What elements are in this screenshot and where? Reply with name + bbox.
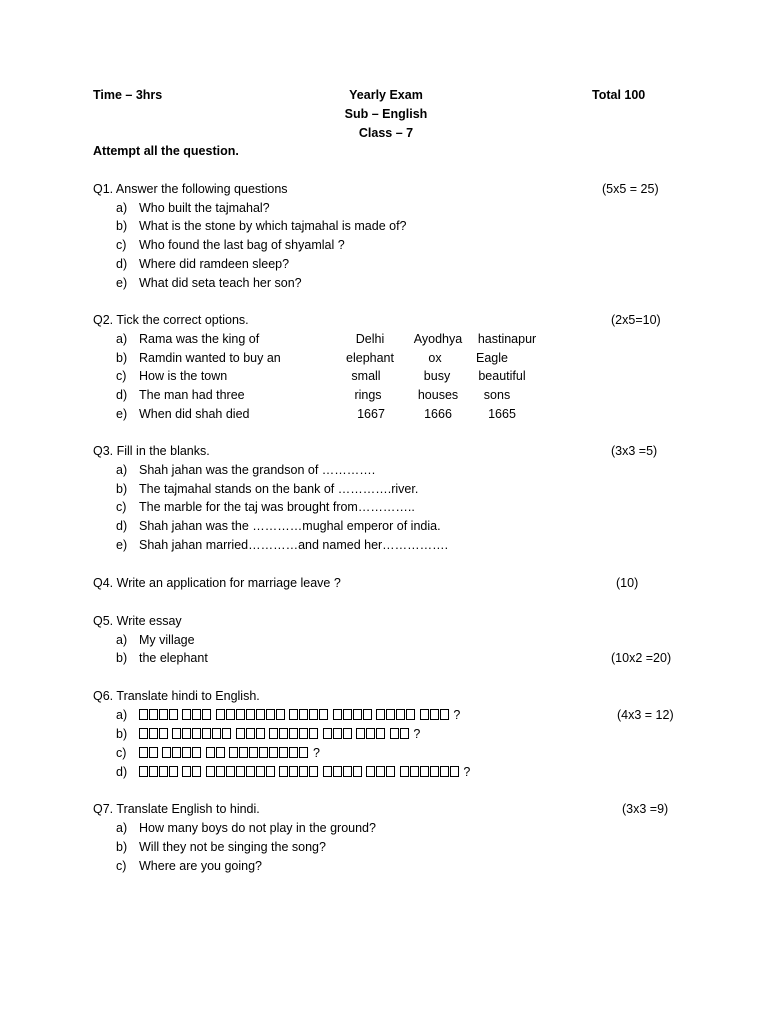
item-label: a) xyxy=(116,463,128,477)
item-text: The tajmahal stands on the bank of ………….river. xyxy=(139,482,419,496)
q3-title: Q3. Fill in the blanks. xyxy=(93,444,210,458)
list-item xyxy=(0,500,768,519)
q2-marks: (2x5=10) xyxy=(611,313,661,327)
item-label: a) xyxy=(116,201,128,215)
item-text: Rama was the king of xyxy=(139,332,260,346)
list-item xyxy=(0,746,768,765)
q5-marks: (10x2 =20) xyxy=(611,651,672,665)
item-label: c) xyxy=(116,369,127,383)
list-item xyxy=(0,538,768,557)
list-item xyxy=(0,765,768,784)
list-item xyxy=(0,276,768,295)
instruction: Attempt all the question. xyxy=(93,144,239,158)
item-label: e) xyxy=(116,407,128,421)
item-label: e) xyxy=(116,276,128,290)
exam-title: Yearly Exam xyxy=(349,88,423,102)
item-label: b) xyxy=(116,840,128,854)
item-label: a) xyxy=(116,821,128,835)
item-text: Will they not be singing the song? xyxy=(139,840,326,854)
item-text: What is the stone by which tajmahal is made of? xyxy=(139,219,407,233)
item-label: a) xyxy=(116,708,128,722)
item-end: ? xyxy=(463,765,471,779)
item-text: Who found the last bag of shyamlal ? xyxy=(139,238,345,252)
item-label: d) xyxy=(116,388,128,402)
option-2: busy xyxy=(423,369,451,383)
item-text: the elephant xyxy=(139,651,208,665)
q3-marks: (3x3 =5) xyxy=(611,444,658,458)
item-label: d) xyxy=(116,257,128,271)
item-text: Ramdin wanted to buy an xyxy=(139,351,281,365)
q1-title: Q1. Answer the following questions xyxy=(93,182,288,196)
item-label: c) xyxy=(116,500,127,514)
list-item xyxy=(0,257,768,276)
list-item xyxy=(0,201,768,220)
item-label: a) xyxy=(116,332,128,346)
list-item xyxy=(0,519,768,538)
option-1: small xyxy=(351,369,381,383)
item-text: How many boys do not play in the ground? xyxy=(139,821,376,835)
option-2: 1666 xyxy=(424,407,452,421)
q6-marks: (4x3 = 12) xyxy=(617,708,674,722)
hindi-text-glyphs xyxy=(139,708,460,722)
list-item xyxy=(0,633,768,652)
list-item xyxy=(0,351,768,370)
hindi-text-glyphs xyxy=(139,727,420,741)
item-label: b) xyxy=(116,727,128,741)
item-label: a) xyxy=(116,633,128,647)
item-text: When did shah died xyxy=(139,407,250,421)
item-text: The marble for the taj was brought from………….. xyxy=(139,500,415,514)
option-1: Delhi xyxy=(355,332,385,346)
item-label: b) xyxy=(116,651,128,665)
list-item xyxy=(0,859,768,878)
option-1: rings xyxy=(354,388,382,402)
total-marks: Total 100 xyxy=(592,88,646,102)
option-1: 1667 xyxy=(357,407,385,421)
option-1: elephant xyxy=(346,351,394,365)
item-text: The man had three xyxy=(139,388,245,402)
item-text: Where did ramdeen sleep? xyxy=(139,257,290,271)
item-text: Shah jahan married…………and named her……………. xyxy=(139,538,449,552)
q7-marks: (3x3 =9) xyxy=(622,802,669,816)
list-item xyxy=(0,708,768,727)
item-text: My village xyxy=(139,633,195,647)
list-item xyxy=(0,463,768,482)
list-item xyxy=(0,238,768,257)
item-label: b) xyxy=(116,219,128,233)
item-end: ? xyxy=(413,727,421,741)
q1-marks: (5x5 = 25) xyxy=(602,182,659,196)
option-3: 1665 xyxy=(488,407,516,421)
item-text: Where are you going? xyxy=(139,859,262,873)
option-2: houses xyxy=(417,388,459,402)
item-text: Who built the tajmahal? xyxy=(139,201,270,215)
list-item xyxy=(0,482,768,501)
option-2: ox xyxy=(428,351,442,365)
list-item xyxy=(0,407,768,426)
hindi-text-glyphs xyxy=(139,746,320,760)
class-label: Class – 7 xyxy=(358,126,414,140)
item-label: c) xyxy=(116,859,127,873)
item-text: What did seta teach her son? xyxy=(139,276,302,290)
option-3: sons xyxy=(483,388,511,402)
list-item xyxy=(0,727,768,746)
subject-label: Sub – English xyxy=(344,107,428,121)
option-3: hastinapur xyxy=(477,332,537,346)
list-item xyxy=(0,369,768,388)
list-item xyxy=(0,219,768,238)
item-text: How is the town xyxy=(139,369,228,383)
item-label: c) xyxy=(116,746,127,760)
item-label: e) xyxy=(116,538,128,552)
item-label: c) xyxy=(116,238,127,252)
q4-title: Q4. Write an application for marriage leave ? xyxy=(93,576,341,590)
list-item xyxy=(0,332,768,351)
hindi-text-glyphs xyxy=(139,765,470,779)
item-text: Shah jahan was the grandson of …………. xyxy=(139,463,376,477)
item-label: b) xyxy=(116,351,128,365)
item-end: ? xyxy=(453,708,461,722)
item-text: Shah jahan was the …………mughal emperor of india. xyxy=(139,519,441,533)
q5-title: Q5. Write essay xyxy=(93,614,182,628)
option-2: Ayodhya xyxy=(413,332,463,346)
option-3: Eagle xyxy=(476,351,508,365)
list-item xyxy=(0,840,768,859)
item-label: b) xyxy=(116,482,128,496)
time-label: Time – 3hrs xyxy=(93,88,163,102)
option-3: beautiful xyxy=(478,369,526,383)
list-item xyxy=(0,821,768,840)
q6-title: Q6. Translate hindi to English. xyxy=(93,689,260,703)
q7-title: Q7. Translate English to hindi. xyxy=(93,802,260,816)
q4-marks: (10) xyxy=(616,576,639,590)
item-label: d) xyxy=(116,519,128,533)
list-item xyxy=(0,388,768,407)
q2-title: Q2. Tick the correct options. xyxy=(93,313,249,327)
item-end: ? xyxy=(312,746,320,760)
item-label: d) xyxy=(116,765,128,779)
